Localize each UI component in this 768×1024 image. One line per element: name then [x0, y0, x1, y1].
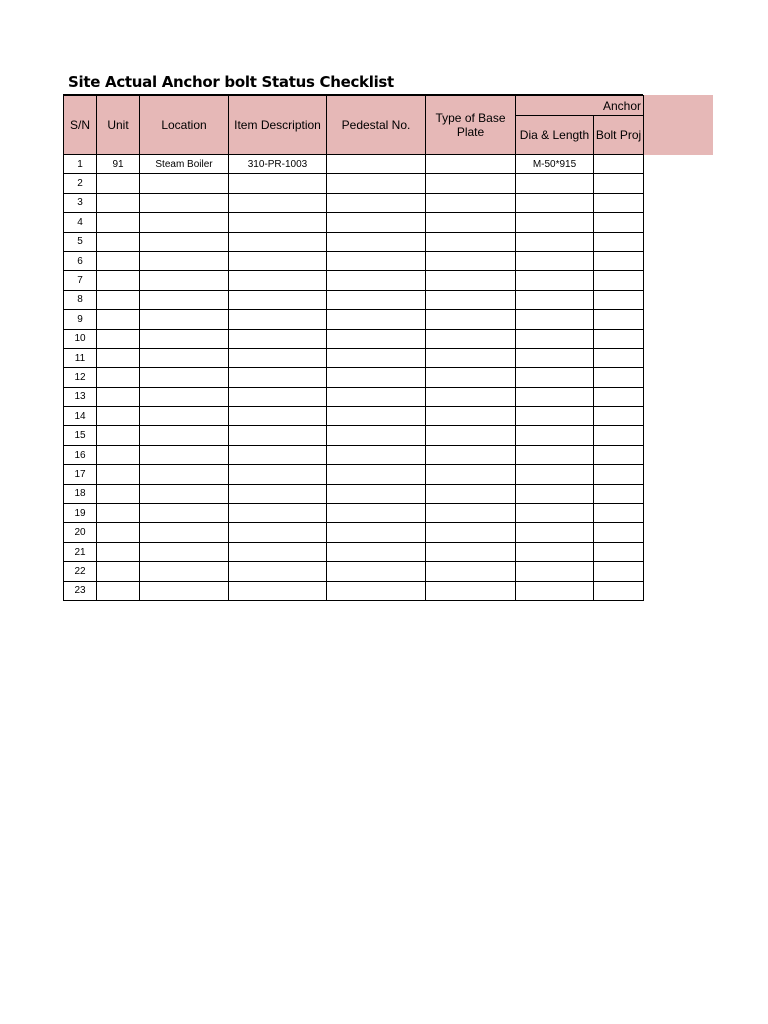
cell-item-description[interactable] — [229, 368, 327, 387]
cell-base-plate[interactable] — [426, 251, 516, 270]
checklist-table — [63, 95, 644, 601]
cell-dia-length[interactable] — [516, 290, 594, 309]
cell-dia-length[interactable] — [516, 310, 594, 329]
cell-unit[interactable] — [97, 387, 140, 406]
cell-item-description[interactable] — [229, 407, 327, 426]
cell-bolt-proj[interactable] — [594, 465, 644, 484]
cell-sn[interactable]: 4 — [64, 213, 97, 232]
cell-bolt-proj[interactable] — [594, 387, 644, 406]
cell-item-description[interactable] — [229, 271, 327, 290]
cell-location[interactable] — [140, 465, 229, 484]
cell-unit[interactable] — [97, 271, 140, 290]
cell-pedestal-no[interactable] — [327, 193, 426, 212]
cell-base-plate[interactable] — [426, 465, 516, 484]
cell-base-plate[interactable] — [426, 290, 516, 309]
cell-sn[interactable]: 6 — [64, 251, 97, 270]
table-row — [64, 232, 644, 251]
cell-unit[interactable] — [97, 523, 140, 542]
cell-bolt-proj[interactable] — [594, 310, 644, 329]
cell-pedestal-no[interactable] — [327, 348, 426, 367]
cell-base-plate[interactable] — [426, 542, 516, 561]
cell-base-plate[interactable] — [426, 155, 516, 174]
cell-sn[interactable]: 5 — [64, 232, 97, 251]
cell-bolt-proj[interactable] — [594, 193, 644, 212]
cell-dia-length[interactable] — [516, 581, 594, 600]
cell-sn[interactable]: 17 — [64, 465, 97, 484]
cell-unit[interactable] — [97, 232, 140, 251]
cell-unit[interactable] — [97, 484, 140, 503]
header-sn: S/N — [64, 96, 97, 155]
cell-location[interactable] — [140, 329, 229, 348]
cell-pedestal-no[interactable] — [327, 387, 426, 406]
cell-bolt-proj[interactable] — [594, 290, 644, 309]
cell-item-description[interactable] — [229, 213, 327, 232]
cell-location[interactable] — [140, 445, 229, 464]
cell-dia-length[interactable] — [516, 251, 594, 270]
cell-location[interactable] — [140, 232, 229, 251]
cell-sn[interactable]: 18 — [64, 484, 97, 503]
table-row — [64, 329, 644, 348]
cell-item-description[interactable] — [229, 329, 327, 348]
cell-unit[interactable] — [97, 465, 140, 484]
table-row — [64, 174, 644, 193]
cell-item-description[interactable] — [229, 426, 327, 445]
table-row — [64, 407, 644, 426]
cell-bolt-proj[interactable] — [594, 523, 644, 542]
cell-location[interactable] — [140, 310, 229, 329]
cell-item-description[interactable] — [229, 562, 327, 581]
cell-bolt-proj[interactable] — [594, 271, 644, 290]
cell-sn[interactable]: 21 — [64, 542, 97, 561]
cell-base-plate[interactable] — [426, 368, 516, 387]
cell-sn[interactable]: 7 — [64, 271, 97, 290]
cell-base-plate[interactable] — [426, 193, 516, 212]
cell-pedestal-no[interactable] — [327, 426, 426, 445]
table-body — [64, 155, 644, 601]
cell-item-description[interactable] — [229, 581, 327, 600]
table-row — [64, 310, 644, 329]
cell-sn[interactable]: 23 — [64, 581, 97, 600]
table-row — [64, 542, 644, 561]
cell-sn[interactable]: 13 — [64, 387, 97, 406]
cell-bolt-proj[interactable] — [594, 542, 644, 561]
cell-pedestal-no[interactable] — [327, 504, 426, 523]
cell-pedestal-no[interactable] — [327, 251, 426, 270]
cell-pedestal-no[interactable] — [327, 271, 426, 290]
cell-bolt-proj[interactable] — [594, 174, 644, 193]
cell-base-plate[interactable] — [426, 426, 516, 445]
cell-unit[interactable] — [97, 251, 140, 270]
cell-dia-length[interactable]: M-50*915 — [516, 155, 594, 174]
cell-pedestal-no[interactable] — [327, 155, 426, 174]
cell-base-plate[interactable] — [426, 329, 516, 348]
cell-unit[interactable] — [97, 426, 140, 445]
cell-location[interactable] — [140, 213, 229, 232]
table-header — [64, 96, 644, 155]
table-row — [64, 155, 644, 174]
cell-location[interactable] — [140, 368, 229, 387]
header-dia-length: Dia & Length — [516, 116, 594, 155]
cell-item-description[interactable] — [229, 174, 327, 193]
cell-bolt-proj[interactable] — [594, 329, 644, 348]
cell-unit[interactable] — [97, 581, 140, 600]
cell-base-plate[interactable] — [426, 484, 516, 503]
cell-sn[interactable]: 19 — [64, 504, 97, 523]
cell-item-description[interactable] — [229, 387, 327, 406]
cell-sn[interactable]: 1 — [64, 155, 97, 174]
cell-pedestal-no[interactable] — [327, 484, 426, 503]
cell-item-description[interactable] — [229, 348, 327, 367]
table-row — [64, 271, 644, 290]
cell-pedestal-no[interactable] — [327, 310, 426, 329]
cell-base-plate[interactable] — [426, 581, 516, 600]
cell-sn[interactable]: 2 — [64, 174, 97, 193]
cell-pedestal-no[interactable] — [327, 174, 426, 193]
cell-bolt-proj[interactable] — [594, 232, 644, 251]
cell-location[interactable] — [140, 562, 229, 581]
table-top-rule — [63, 94, 643, 96]
cell-base-plate[interactable] — [426, 562, 516, 581]
cell-pedestal-no[interactable] — [327, 329, 426, 348]
cell-item-description[interactable] — [229, 542, 327, 561]
cell-base-plate[interactable] — [426, 387, 516, 406]
cell-pedestal-no[interactable] — [327, 562, 426, 581]
cell-pedestal-no[interactable] — [327, 581, 426, 600]
cell-location[interactable] — [140, 387, 229, 406]
cell-sn[interactable]: 9 — [64, 310, 97, 329]
header-bolt-proj: Bolt Proj — [594, 116, 644, 155]
cell-location[interactable] — [140, 581, 229, 600]
cell-item-description[interactable] — [229, 484, 327, 503]
cell-unit[interactable] — [97, 310, 140, 329]
cell-base-plate[interactable] — [426, 348, 516, 367]
cell-item-description[interactable] — [229, 504, 327, 523]
cell-bolt-proj[interactable] — [594, 348, 644, 367]
cell-bolt-proj[interactable] — [594, 581, 644, 600]
cell-dia-length[interactable] — [516, 426, 594, 445]
cell-dia-length[interactable] — [516, 523, 594, 542]
table-row — [64, 387, 644, 406]
cell-item-description[interactable] — [229, 193, 327, 212]
cell-item-description[interactable] — [229, 465, 327, 484]
cell-bolt-proj[interactable] — [594, 484, 644, 503]
cell-sn[interactable]: 14 — [64, 407, 97, 426]
table-row — [64, 465, 644, 484]
cell-sn[interactable]: 12 — [64, 368, 97, 387]
cell-pedestal-no[interactable] — [327, 523, 426, 542]
cell-unit[interactable] — [97, 193, 140, 212]
table-row — [64, 581, 644, 600]
cell-sn[interactable]: 20 — [64, 523, 97, 542]
cell-dia-length[interactable] — [516, 193, 594, 212]
table-row — [64, 426, 644, 445]
header-pedestal-no: Pedestal No. — [327, 96, 426, 155]
cell-item-description[interactable] — [229, 251, 327, 270]
cell-unit[interactable] — [97, 542, 140, 561]
cell-unit[interactable]: 91 — [97, 155, 140, 174]
cell-base-plate[interactable] — [426, 213, 516, 232]
cell-dia-length[interactable] — [516, 504, 594, 523]
cell-unit[interactable] — [97, 213, 140, 232]
cell-base-plate[interactable] — [426, 504, 516, 523]
cell-base-plate[interactable] — [426, 523, 516, 542]
cell-base-plate[interactable] — [426, 310, 516, 329]
cell-pedestal-no[interactable] — [327, 213, 426, 232]
cell-location[interactable] — [140, 484, 229, 503]
cell-dia-length[interactable] — [516, 213, 594, 232]
cell-item-description[interactable] — [229, 232, 327, 251]
table-row — [64, 213, 644, 232]
cell-bolt-proj[interactable] — [594, 445, 644, 464]
cell-dia-length[interactable] — [516, 387, 594, 406]
cell-pedestal-no[interactable] — [327, 542, 426, 561]
cell-dia-length[interactable] — [516, 271, 594, 290]
cell-bolt-proj[interactable] — [594, 213, 644, 232]
cell-location[interactable] — [140, 426, 229, 445]
cell-base-plate[interactable] — [426, 174, 516, 193]
cell-pedestal-no[interactable] — [327, 445, 426, 464]
table-row — [64, 445, 644, 464]
cell-base-plate[interactable] — [426, 271, 516, 290]
cell-dia-length[interactable] — [516, 174, 594, 193]
cell-item-description[interactable] — [229, 310, 327, 329]
cell-bolt-proj[interactable] — [594, 426, 644, 445]
cell-dia-length[interactable] — [516, 562, 594, 581]
cell-unit[interactable] — [97, 290, 140, 309]
table-row — [64, 484, 644, 503]
header-location: Location — [140, 96, 229, 155]
cell-dia-length[interactable] — [516, 484, 594, 503]
cell-item-description[interactable] — [229, 445, 327, 464]
cell-unit[interactable] — [97, 445, 140, 464]
header-type-of-base-plate: Type of Base Plate — [426, 96, 516, 155]
cell-location[interactable] — [140, 407, 229, 426]
cell-sn[interactable]: 11 — [64, 348, 97, 367]
header-unit: Unit — [97, 96, 140, 155]
cell-dia-length[interactable] — [516, 465, 594, 484]
cell-base-plate[interactable] — [426, 232, 516, 251]
cell-pedestal-no[interactable] — [327, 465, 426, 484]
cell-unit[interactable] — [97, 504, 140, 523]
cell-sn[interactable]: 22 — [64, 562, 97, 581]
cell-location[interactable] — [140, 174, 229, 193]
cell-location[interactable] — [140, 348, 229, 367]
cell-location[interactable] — [140, 251, 229, 270]
cell-item-description[interactable]: 310-PR-1003 — [229, 155, 327, 174]
header-anchor-group: Anchor — [516, 96, 644, 116]
cell-base-plate[interactable] — [426, 445, 516, 464]
cell-unit[interactable] — [97, 174, 140, 193]
cell-dia-length[interactable] — [516, 329, 594, 348]
table-row — [64, 290, 644, 309]
cell-pedestal-no[interactable] — [327, 290, 426, 309]
cell-bolt-proj[interactable] — [594, 407, 644, 426]
cell-location[interactable] — [140, 504, 229, 523]
table-row — [64, 504, 644, 523]
table-row — [64, 193, 644, 212]
table-row — [64, 562, 644, 581]
cell-bolt-proj[interactable] — [594, 504, 644, 523]
table-row — [64, 348, 644, 367]
cell-bolt-proj[interactable] — [594, 368, 644, 387]
cell-dia-length[interactable] — [516, 232, 594, 251]
cell-base-plate[interactable] — [426, 407, 516, 426]
table-row — [64, 523, 644, 542]
cell-dia-length[interactable] — [516, 348, 594, 367]
cell-pedestal-no[interactable] — [327, 407, 426, 426]
header-item-description: Item Description — [229, 96, 327, 155]
table-row — [64, 368, 644, 387]
cell-location[interactable] — [140, 523, 229, 542]
cell-pedestal-no[interactable] — [327, 232, 426, 251]
cell-unit[interactable] — [97, 407, 140, 426]
cell-item-description[interactable] — [229, 290, 327, 309]
cell-unit[interactable] — [97, 562, 140, 581]
cell-location[interactable] — [140, 542, 229, 561]
table-row — [64, 251, 644, 270]
cell-sn[interactable]: 8 — [64, 290, 97, 309]
cell-bolt-proj[interactable] — [594, 562, 644, 581]
page-title: Site Actual Anchor bolt Status Checklist — [68, 73, 394, 91]
cell-unit[interactable] — [97, 329, 140, 348]
cell-bolt-proj[interactable] — [594, 251, 644, 270]
cell-dia-length[interactable] — [516, 542, 594, 561]
cell-item-description[interactable] — [229, 523, 327, 542]
cell-unit[interactable] — [97, 368, 140, 387]
cell-sn[interactable]: 15 — [64, 426, 97, 445]
cell-sn[interactable]: 3 — [64, 193, 97, 212]
cell-sn[interactable]: 16 — [64, 445, 97, 464]
cell-dia-length[interactable] — [516, 407, 594, 426]
cell-pedestal-no[interactable] — [327, 368, 426, 387]
cell-bolt-proj[interactable] — [594, 155, 644, 174]
cell-dia-length[interactable] — [516, 445, 594, 464]
cell-location[interactable] — [140, 271, 229, 290]
cell-location[interactable]: Steam Boiler — [140, 155, 229, 174]
cell-dia-length[interactable] — [516, 368, 594, 387]
cell-sn[interactable]: 10 — [64, 329, 97, 348]
cell-location[interactable] — [140, 290, 229, 309]
cell-unit[interactable] — [97, 348, 140, 367]
cell-location[interactable] — [140, 193, 229, 212]
